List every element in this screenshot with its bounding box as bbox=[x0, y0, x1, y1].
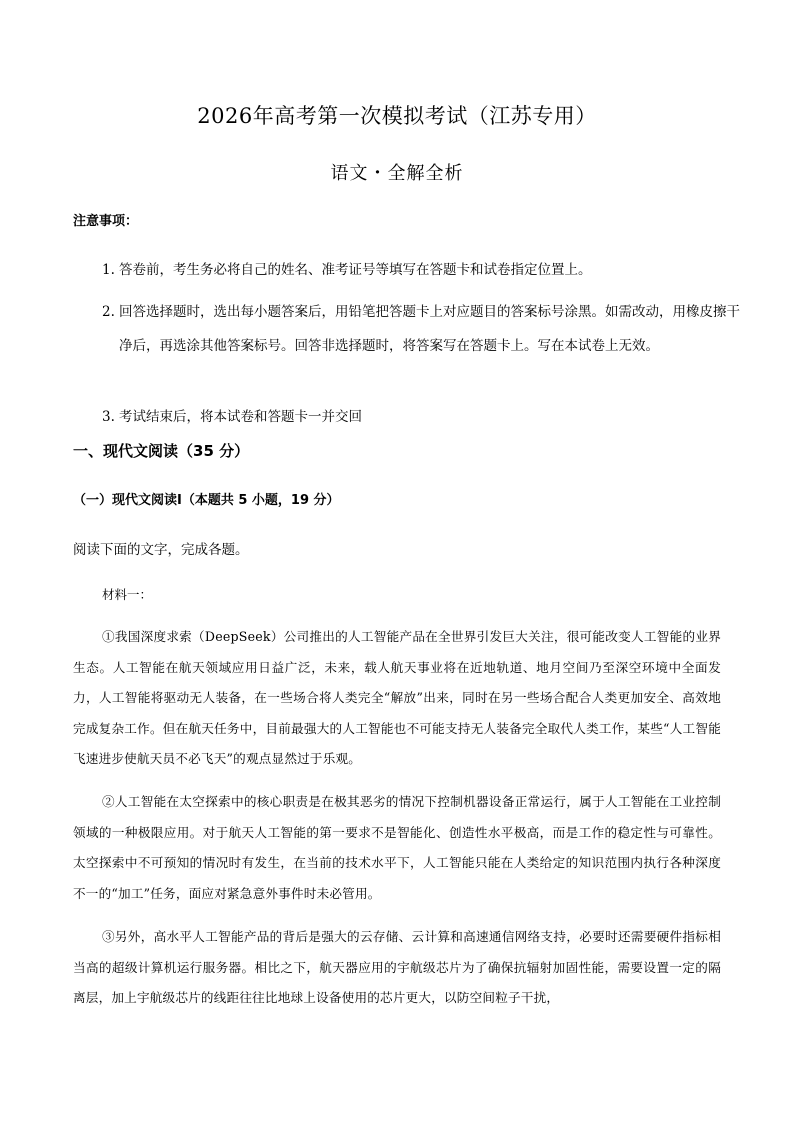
exam-title: 2026年高考第一次模拟考试（江苏专用） bbox=[197, 104, 597, 128]
notice-item bbox=[102, 295, 749, 363]
notice-item-number: 1. bbox=[102, 262, 115, 278]
notice-item-text: 考试结束后，将本试卷和答题卡一并交回 bbox=[119, 409, 362, 425]
exam-subtitle: 语文・全解全析 bbox=[330, 163, 464, 184]
paragraph: ③另外，高水平人工智能产品的背后是强大的云存储、云计算和高速通信网络支持，必要时还需要硬件指标相当高的超级计算机运行服务器。相比之下，航天器应用的宇航级芯片为了确保抗辐射加固性能，需要设置一定的隔离层，加上宇航级芯片的线距往往比地球上设备使用的芯片更大，以防空间粒子干扰， bbox=[73, 929, 721, 1005]
reading-instruction: 阅读下面的文字，完成各题。 bbox=[73, 542, 249, 558]
notice-item-number: 3. bbox=[102, 409, 115, 425]
notice-item bbox=[102, 253, 732, 287]
section-heading: 一、现代文阅读（35 分） bbox=[73, 442, 250, 460]
notice-item-number: 2. bbox=[102, 304, 115, 320]
subsection-heading: （一）现代文阅读Ⅰ（本题共 5 小题，19 分） bbox=[73, 493, 340, 508]
paragraph: ①我国深度求索（DeepSeek）公司推出的人工智能产品在全世界引发巨大关注，很可能改变人工智能的业界生态。人工智能在航天领域应用日益广泛，未来，载人航天事业将在近地轨道、地月空间乃至深空环境中全面发力，人工智能将驱动无人装备，在一些场合将人类完全“解放”出来，同时在另一些场合配合人类更加安全、高效地完成复杂工作。但在航天任务中，目前最强大的人工智能也不可能支持无人装备完全取代人类工作，某些“人工智能飞速进步使航天员不必飞天”的观点显然过于乐观。 bbox=[73, 629, 721, 766]
notice-item bbox=[102, 400, 732, 434]
notice-heading: 注意事项： bbox=[73, 214, 139, 229]
notice-item-text: 答卷前，考生务必将自己的姓名、准考证号等填写在答题卡和试卷指定位置上。 bbox=[119, 262, 592, 278]
notice-item-text: 回答选择题时，选出每小题答案后，用铅笔把答题卡上对应题目的答案标号涂黑。如需改动，用橡皮擦干净后，再选涂其他答案标号。回答非选择题时，将答案写在答题卡上。写在本试卷上无效。 bbox=[119, 304, 740, 354]
material-label: 材料一： bbox=[102, 587, 153, 602]
paragraph: ②人工智能在太空探索中的核心职责是在极其恶劣的情况下控制机器设备正常运行，属于人工智能在工业控制领域的一种极限应用。对于航天人工智能的第一要求不是智能化、创造性水平极高，而是工作的稳定性与可靠性。太空探索中不可预知的情况时有发生，在当前的技术水平下，人工智能只能在人类给定的知识范围内执行各种深度不一的“加工”任务，面应对紧急意外事件时未必管用。 bbox=[73, 794, 721, 901]
